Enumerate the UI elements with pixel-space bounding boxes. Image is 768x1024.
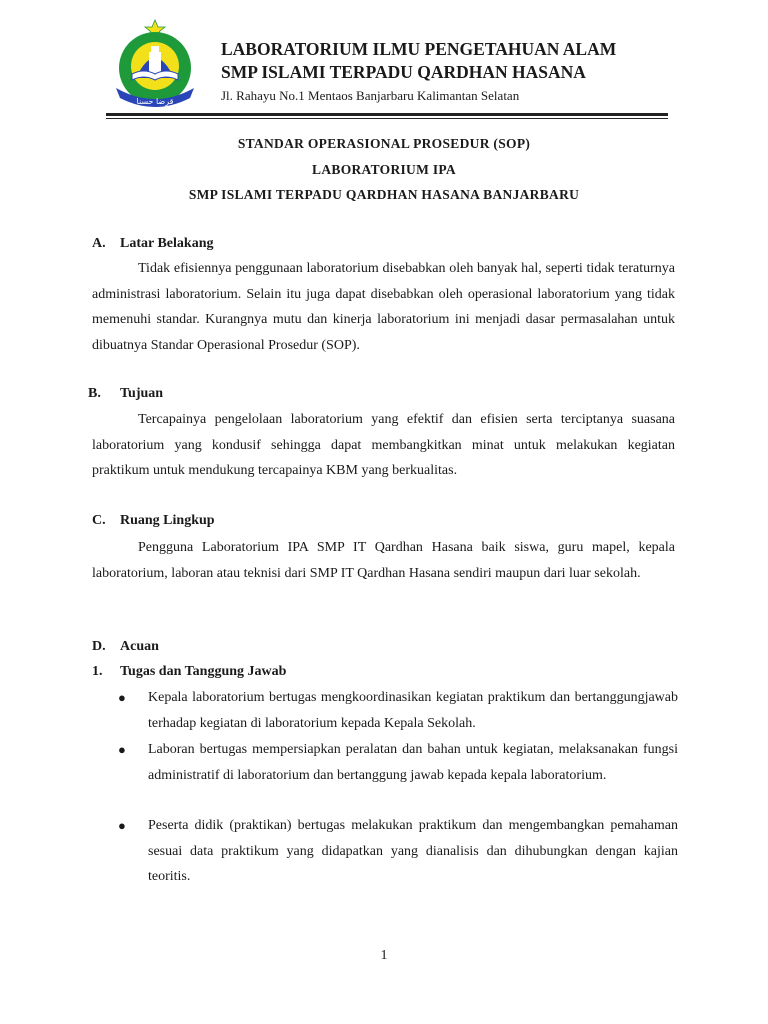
- section-c-letter: C.: [92, 513, 106, 528]
- section-a-letter: A.: [92, 236, 106, 251]
- letterhead-rule: [106, 113, 668, 116]
- section-b-letter: B.: [88, 386, 101, 401]
- section-c-paragraph: [92, 535, 675, 586]
- section-a-text: Tidak efisiennya penggunaan laboratorium disebabkan oleh banyak hal, seperti tidak teraturnya administrasi laboratorium. Selain itu juga dapat disebabkan oleh operasional laboratorium yang tidak memenuhi standar. Kurangnya mutu dan kinerja laboratorium ini menjadi dasar permasalahan untuk dibuatnya Standar Operasional Prosedur (SOP).: [92, 261, 675, 353]
- section-d-heading: [92, 639, 159, 655]
- school-crest-icon: [106, 18, 204, 110]
- section-d-letter: D.: [92, 639, 106, 654]
- page-number: 1: [380, 948, 388, 963]
- subsection-1-heading: [92, 664, 286, 680]
- logo-script: قرضا حسنا: [136, 97, 174, 106]
- section-c-title: Ruang Lingkup: [120, 513, 215, 528]
- list-item-text: Peserta didik (praktikan) bertugas melakukan praktikum dan mengembangkan pemahaman sesuai data praktikum yang didapatkan yang dianalisis dan dihubungkan dengan kajian teoritis.: [148, 818, 678, 885]
- letterhead: [221, 38, 741, 105]
- org-address: Jl. Rahayu No.1 Mentaos Banjarbaru Kalimantan Selatan: [221, 88, 520, 103]
- bullet-icon: ●: [118, 818, 126, 833]
- letterhead-rule-thin: [106, 118, 668, 119]
- section-b-paragraph: [92, 407, 675, 484]
- list-item-text: Kepala laboratorium bertugas mengkoordinasikan kegiatan praktikum dan bertanggungjawab terhadap kegiatan di laboratorium kepada Kepala Sekolah.: [148, 690, 678, 731]
- list-item: [118, 737, 678, 788]
- section-a-paragraph: [92, 256, 675, 358]
- section-a-heading: [92, 236, 213, 252]
- section-d-title: Acuan: [120, 639, 159, 654]
- subsection-1-title: Tugas dan Tanggung Jawab: [120, 664, 287, 679]
- list-item: [118, 813, 678, 890]
- section-b-text: Tercapainya pengelolaan laboratorium yang efektif dan efisien serta terciptanya suasana laboratorium yang kondusif sehingga dapat membangkitkan minat untuk melakukan kegiatan praktikum untuk mendukung tercapainya KBM yang berkualitas.: [92, 412, 675, 479]
- bullet-icon: ●: [118, 742, 126, 757]
- bullet-icon: ●: [118, 690, 126, 705]
- org-name-line1: LABORATORIUM ILMU PENGETAHUAN ALAM: [221, 39, 617, 59]
- doc-title-line1: STANDAR OPERASIONAL PROSEDUR (SOP): [237, 136, 531, 151]
- section-c-text: Pengguna Laboratorium IPA SMP IT Qardhan Hasana baik siswa, guru mapel, kepala laboratorium, laboran atau teknisi dari SMP IT Qardhan Hasana sendiri maupun dari luar sekolah.: [92, 540, 675, 581]
- list-item-text: Laboran bertugas mempersiapkan peralatan dan bahan untuk kegiatan, melaksanakan fungsi administratif di laboratorium dan bertanggung jawab kepada kepala laboratorium.: [148, 742, 678, 783]
- section-a-title: Latar Belakang: [120, 236, 214, 251]
- section-c-heading: [92, 513, 215, 529]
- doc-title-line3: SMP ISLAMI TERPADU QARDHAN HASANA BANJARBARU: [188, 187, 580, 202]
- org-name-line2: SMP ISLAMI TERPADU QARDHAN HASANA: [221, 62, 586, 82]
- list-item: [118, 685, 678, 736]
- section-b-title: Tujuan: [120, 386, 164, 401]
- section-b-heading: [88, 386, 163, 402]
- subsection-1-number: 1.: [92, 664, 103, 679]
- doc-title-line2: LABORATORIUM IPA: [312, 162, 456, 177]
